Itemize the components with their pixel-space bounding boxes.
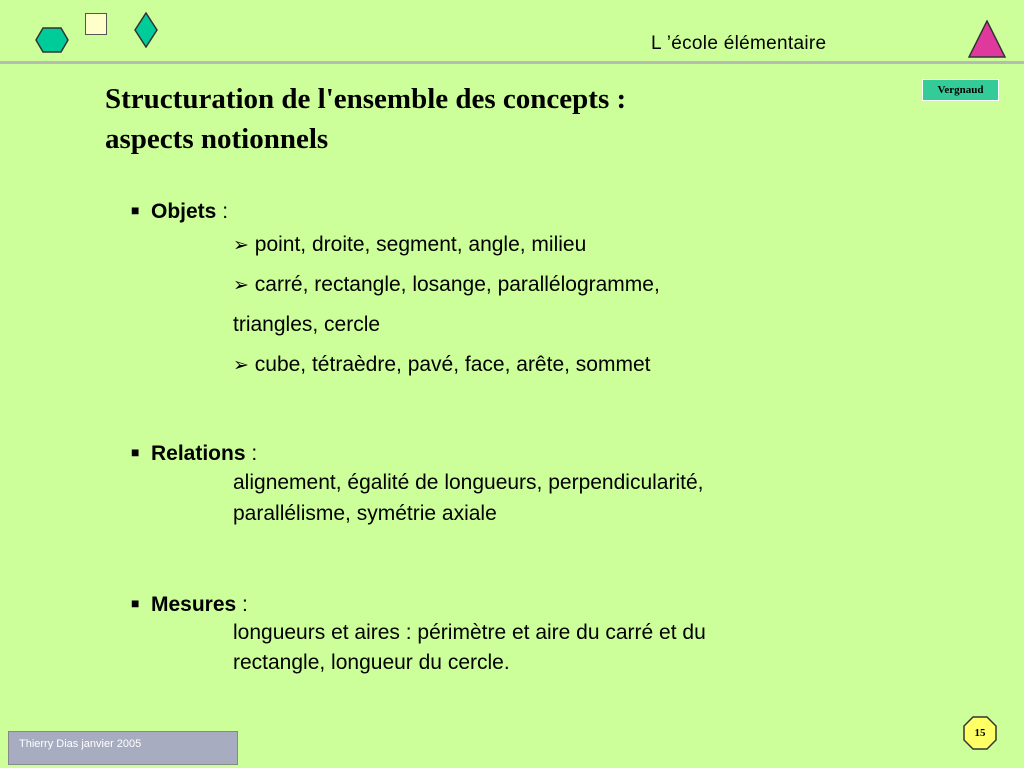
mesures-line: longueurs et aires : périmètre et aire du carré et du	[233, 621, 706, 644]
triangle-icon	[968, 20, 1006, 58]
vergnaud-badge: Vergnaud	[922, 79, 999, 101]
objets-item-text: point, droite, segment, angle, milieu	[254, 233, 587, 256]
slide-title-line2: aspects notionnels	[105, 123, 329, 155]
mesures-label: Mesures	[151, 593, 237, 616]
objets-sep: :	[216, 200, 229, 223]
arrow-bullet-icon: ➢	[233, 355, 249, 376]
relations-line: alignement, égalité de longueurs, perpendicularité,	[233, 471, 704, 494]
relations-label: Relations	[151, 442, 246, 465]
relations-line: parallélisme, symétrie axiale	[233, 502, 497, 525]
objets-item	[233, 230, 586, 261]
hexagon-icon	[35, 27, 69, 53]
header-title: L ’école élémentaire	[651, 33, 827, 54]
slide-title-line1: Structuration de l'ensemble des concepts :	[105, 83, 627, 115]
section-mesures-heading	[131, 588, 248, 620]
slide-title	[105, 79, 825, 159]
square-bullet-icon: ■	[131, 202, 140, 218]
section-relations-heading	[131, 437, 257, 469]
objets-item-text: cube, tétraèdre, pavé, face, arête, sommet	[254, 353, 651, 376]
header-divider	[0, 61, 1024, 64]
arrow-bullet-icon: ➢	[233, 235, 249, 256]
mesures-sep: :	[236, 593, 248, 616]
page-number: 15	[974, 727, 986, 739]
mesures-line: rectangle, longueur du cercle.	[233, 651, 510, 674]
objets-label: Objets	[151, 200, 217, 223]
arrow-bullet-icon: ➢	[233, 275, 249, 296]
square-icon	[85, 13, 107, 35]
square-bullet-icon: ■	[131, 444, 140, 460]
section-objets-heading	[131, 195, 228, 227]
objets-item	[233, 270, 660, 301]
objets-item	[233, 350, 650, 381]
diamond-icon	[134, 12, 158, 48]
square-bullet-icon: ■	[131, 595, 140, 611]
objets-item-continuation: triangles, cercle	[233, 313, 381, 336]
relations-sep: :	[245, 442, 258, 465]
footer-author: Thierry Dias janvier 2005	[8, 731, 238, 765]
objets-item-text: carré, rectangle, losange, parallélogramme,	[254, 273, 660, 296]
